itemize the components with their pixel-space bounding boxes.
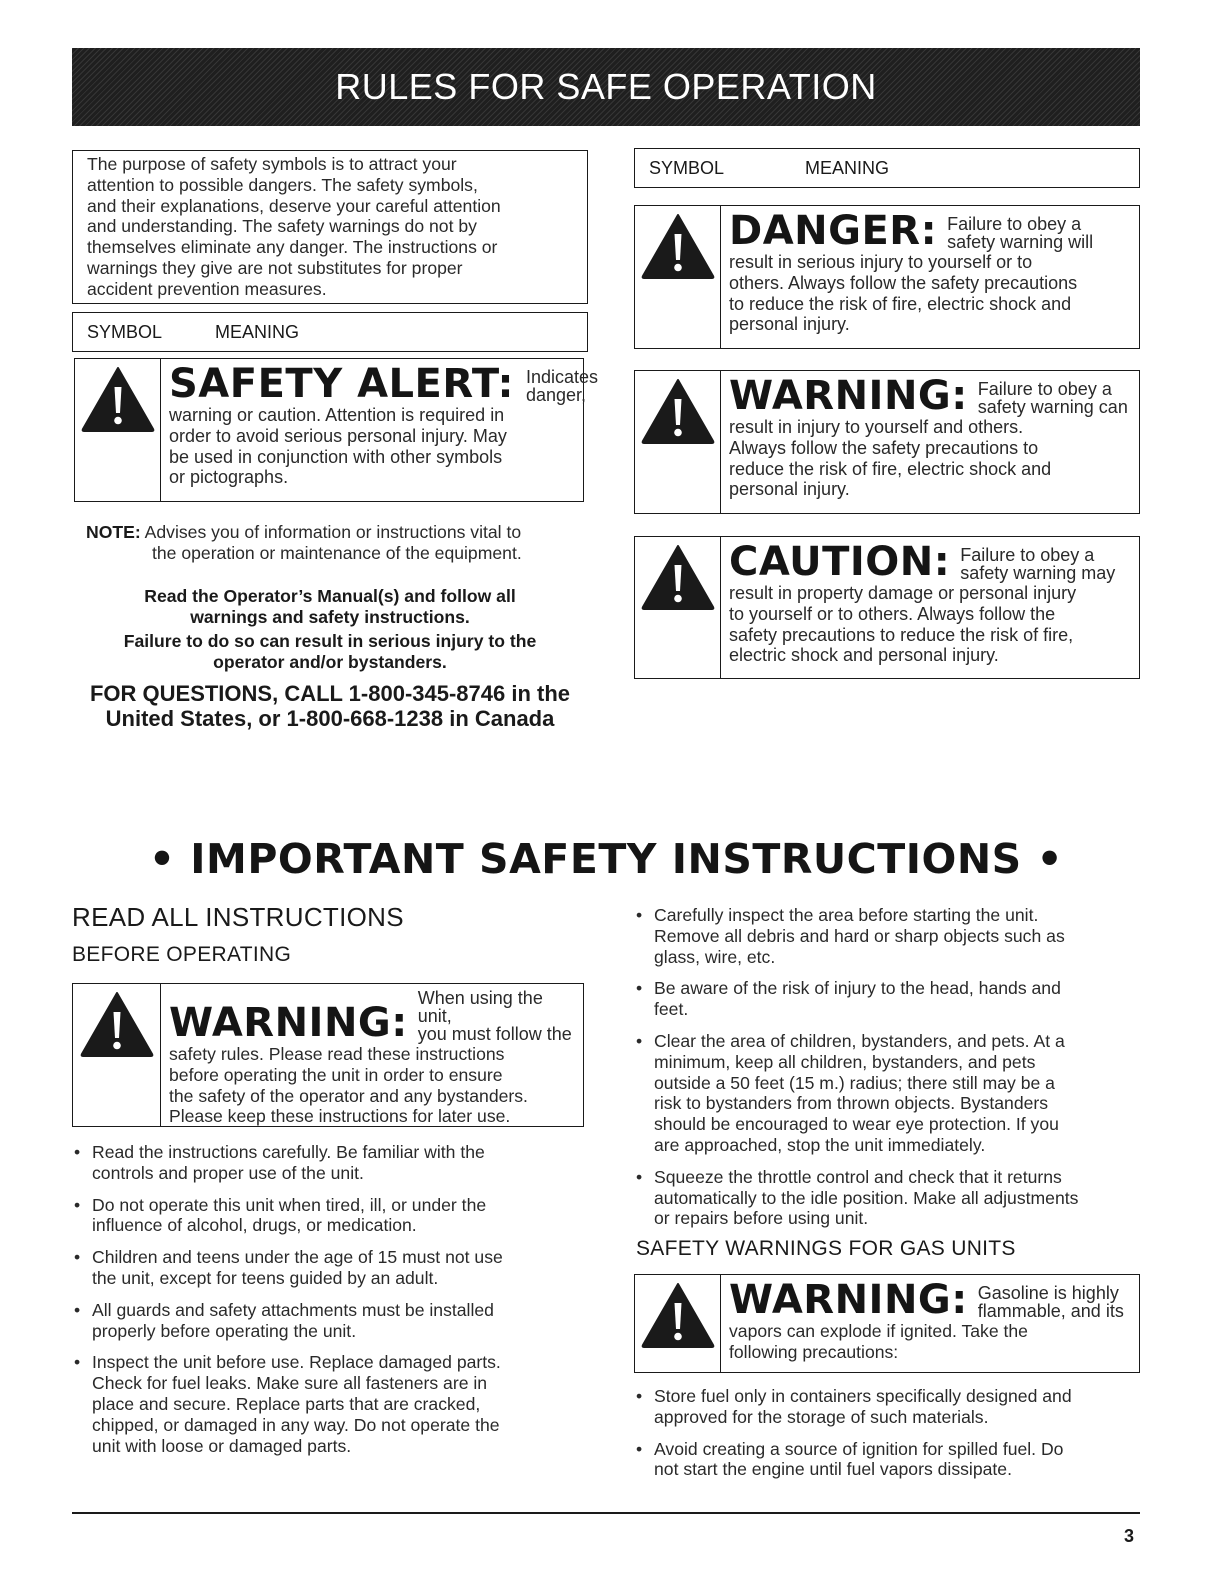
- footer-divider: [72, 1512, 1140, 1514]
- bullet: •: [636, 978, 643, 999]
- alert-line: result in property damage or personal injury: [729, 583, 1077, 603]
- bullet: •: [636, 1438, 643, 1459]
- danger-text: [721, 206, 1139, 348]
- alert-first-line: Failure to obey a: [947, 214, 1082, 234]
- page-number: 3: [1124, 1526, 1135, 1546]
- alert-first-line: Failure to obey a: [977, 379, 1112, 399]
- safety-alert-signal-word: SAFETY ALERT:: [169, 361, 514, 407]
- list-item-line: properly before operating the unit.: [92, 1320, 357, 1341]
- list-item: [634, 1031, 1154, 1156]
- failure-line: operator and/or bystanders.: [213, 652, 447, 672]
- list-item-line: unit with loose or damaged parts.: [92, 1435, 352, 1456]
- list-item-line: approved for the storage of such materials.: [654, 1406, 989, 1427]
- list-item: [72, 1352, 592, 1456]
- intro-line: warnings they give are not substitutes for proper: [87, 257, 463, 278]
- bullet: •: [636, 1166, 643, 1187]
- note-label: NOTE:: [86, 522, 141, 542]
- alert-first-line: flammable, and its: [977, 1301, 1124, 1321]
- alert-first-line: Gasoline is highly: [977, 1283, 1119, 1303]
- warning-triangle-icon: [640, 543, 716, 611]
- warning-triangle-icon: [640, 1281, 716, 1349]
- alert-line: result in serious injury to yourself or to: [729, 252, 1033, 272]
- danger-signal-word: DANGER:: [729, 208, 938, 254]
- list-item-line: Store fuel only in containers specifically designed and: [654, 1386, 1072, 1406]
- symbol-meaning-header-right: [634, 148, 1140, 188]
- list-item-line: Be aware of the risk of injury to the head, hands and: [654, 978, 1061, 999]
- alert-line: warning or caution. Attention is required in: [169, 405, 505, 425]
- list-item: [72, 1247, 592, 1289]
- banner-title: RULES FOR SAFE OPERATION: [335, 66, 877, 107]
- bullet: •: [74, 1299, 81, 1320]
- safety-alert-box: [74, 358, 599, 502]
- bullet: •: [74, 1352, 81, 1373]
- list-item-line: the unit, except for teens guided by an adult.: [92, 1267, 439, 1288]
- intro-paragraph: [72, 150, 588, 304]
- alert-line: to yourself or to others. Always follow the: [729, 603, 1056, 624]
- gas-warning-icon-cell: [635, 1275, 721, 1372]
- safety-alert-text: [161, 359, 604, 501]
- alert-line: personal injury.: [729, 479, 850, 500]
- list-item: [634, 978, 1154, 1020]
- gas-warning-signal-word: WARNING:: [729, 1277, 968, 1323]
- alert-line: following precautions:: [729, 1341, 899, 1362]
- list-item-line: feet.: [654, 999, 689, 1020]
- before-warning-text: [161, 984, 583, 1126]
- gas-warning-box: [634, 1274, 1140, 1373]
- safety-alert-first-lines: [514, 368, 598, 404]
- read-all-heading: READ ALL INSTRUCTIONS: [72, 902, 404, 932]
- left-instruction-list: [72, 1142, 592, 1467]
- list-item-line: influence of alcohol, drugs, or medication.: [92, 1215, 417, 1236]
- list-item-line: risk to bystanders from thrown objects. Bystanders: [654, 1093, 1049, 1114]
- list-item-line: Carefully inspect the area before starting the unit.: [654, 905, 1039, 925]
- bullet: •: [636, 1030, 643, 1051]
- list-item: [72, 1142, 592, 1184]
- alert-first-line: Failure to obey a: [960, 545, 1095, 565]
- list-item: [634, 1386, 1154, 1428]
- alert-line: Please keep these instructions for later use.: [169, 1106, 511, 1127]
- list-item-line: Do not operate this unit when tired, ill, or under the: [92, 1194, 487, 1215]
- list-item-line: Remove all debris and hard or sharp objects such as: [654, 925, 1065, 946]
- alert-first-line: safety warning can: [977, 397, 1128, 417]
- alert-line: to reduce the risk of fire, electric shock and: [729, 293, 1072, 314]
- danger-icon-cell: [635, 206, 721, 348]
- list-item-line: automatically to the idle position. Make all adjustments: [654, 1187, 1079, 1208]
- before-operating-heading: BEFORE OPERATING: [72, 943, 292, 966]
- intro-line: and their explanations, deserve your careful attention: [87, 195, 501, 216]
- alert-line: result in injury to yourself and others.: [729, 417, 1024, 437]
- gas-instruction-list: [634, 1386, 1154, 1491]
- bullet: •: [74, 1142, 81, 1162]
- list-item-line: Clear the area of children, bystanders, and pets. At a: [654, 1030, 1065, 1051]
- note-line: the operation or maintenance of the equipment.: [152, 543, 522, 563]
- alert-line: vapors can explode if ignited. Take the: [729, 1321, 1028, 1341]
- meaning-column-label: MEANING: [215, 321, 300, 342]
- warning-box: [634, 370, 1140, 514]
- meaning-column-label: MEANING: [805, 157, 890, 178]
- list-item-line: or repairs before using unit.: [654, 1208, 869, 1229]
- symbol-column-label: SYMBOL: [649, 157, 725, 178]
- list-item: [634, 905, 1154, 967]
- before-operating-warning-box: [72, 983, 584, 1127]
- questions-line: United States, or 1-800-668-1238 in Canada: [105, 706, 555, 731]
- warning-text: [721, 371, 1139, 513]
- intro-line: The purpose of safety symbols is to attract your: [87, 154, 457, 174]
- safety-alert-icon-cell: [75, 359, 161, 501]
- before-warning-first-lines: [408, 989, 577, 1043]
- symbol-column-label: SYMBOL: [87, 321, 163, 342]
- caution-signal-word: CAUTION:: [729, 539, 951, 585]
- danger-box: [634, 205, 1140, 349]
- list-item-line: place and secure. Replace parts that are cracked,: [92, 1393, 481, 1414]
- alert-first-line: When using the unit,: [417, 988, 543, 1026]
- before-warning-signal-word: WARNING:: [169, 1000, 408, 1046]
- list-item-line: glass, wire, etc.: [654, 946, 776, 967]
- intro-line: accident prevention measures.: [87, 278, 327, 299]
- alert-line: or pictographs.: [169, 467, 289, 488]
- list-item-line: outside a 50 feet (15 m.) radius; there still may be a: [654, 1072, 1055, 1093]
- list-item-line: Check for fuel leaks. Make sure all fasteners are in: [92, 1373, 488, 1394]
- before-warning-icon-cell: [73, 984, 161, 1126]
- bullet: •: [636, 905, 643, 925]
- warning-triangle-icon: [80, 365, 156, 433]
- alert-line: Always follow the safety precautions to: [729, 437, 1039, 458]
- gas-warning-text: [721, 1275, 1139, 1372]
- important-safety-title: • IMPORTANT SAFETY INSTRUCTIONS •: [148, 835, 1064, 883]
- alert-line: safety precautions to reduce the risk of fire,: [729, 624, 1074, 645]
- danger-first-lines: [937, 215, 1093, 251]
- failure-notice: [72, 631, 588, 673]
- alert-first-line: Indicates: [525, 367, 599, 387]
- warning-triangle-icon: [79, 990, 155, 1058]
- intro-line: and understanding. The safety warnings do not by: [87, 216, 477, 237]
- list-item-line: Inspect the unit before use. Replace damaged parts.: [92, 1352, 501, 1373]
- list-item-line: Squeeze the throttle control and check that it returns: [654, 1166, 1062, 1187]
- caution-box: [634, 536, 1140, 679]
- bullet: •: [74, 1194, 81, 1215]
- warning-icon-cell: [635, 371, 721, 513]
- note-line: Advises you of information or instructions vital to: [144, 522, 522, 542]
- list-item-line: controls and proper use of the unit.: [92, 1162, 364, 1183]
- alert-first-line: you must follow the: [417, 1024, 572, 1044]
- bullet: •: [74, 1247, 81, 1268]
- intro-line: themselves eliminate any danger. The instructions or: [87, 237, 498, 258]
- list-item-line: Avoid creating a source of ignition for spilled fuel. Do: [654, 1438, 1064, 1459]
- note-block: [72, 522, 588, 564]
- warning-triangle-icon: [640, 377, 716, 445]
- read-manual-line: warnings and safety instructions.: [190, 607, 470, 627]
- warning-first-lines: [968, 380, 1128, 416]
- warning-signal-word: WARNING:: [729, 373, 968, 419]
- read-manual-notice: [72, 586, 588, 628]
- list-item: [72, 1195, 592, 1237]
- list-item-line: are approached, stop the unit immediately.: [654, 1134, 986, 1155]
- alert-line: others. Always follow the safety precautions: [729, 272, 1078, 293]
- list-item-line: minimum, keep all children, bystanders, and pets: [654, 1051, 1036, 1072]
- symbol-meaning-header: [72, 312, 588, 352]
- list-item-line: should be encouraged to wear eye protection. If you: [654, 1114, 1059, 1135]
- alert-line: be used in conjunction with other symbols: [169, 446, 503, 467]
- section-banner: [72, 48, 1140, 126]
- bullet: •: [636, 1386, 643, 1406]
- alert-line: reduce the risk of fire, electric shock and: [729, 458, 1052, 479]
- warning-triangle-icon: [640, 212, 716, 280]
- list-item-line: Read the instructions carefully. Be familiar with the: [92, 1142, 485, 1162]
- questions-contact: [72, 681, 588, 731]
- right-instruction-list: [634, 905, 1154, 1240]
- alert-first-line: safety warning may: [960, 563, 1116, 583]
- read-manual-line: Read the Operator’s Manual(s) and follow all: [144, 586, 516, 606]
- list-item-line: Children and teens under the age of 15 must not use: [92, 1247, 503, 1268]
- failure-line: Failure to do so can result in serious injury to the: [123, 631, 537, 651]
- alert-line: safety rules. Please read these instructions: [169, 1044, 505, 1064]
- list-item-line: not start the engine until fuel vapors dissipate.: [654, 1459, 1012, 1480]
- alert-line: personal injury.: [729, 314, 850, 335]
- list-item-line: All guards and safety attachments must be installed: [92, 1299, 494, 1320]
- alert-first-line: danger,: [525, 385, 587, 405]
- alert-line: the safety of the operator and any bystanders.: [169, 1085, 528, 1106]
- questions-line: FOR QUESTIONS, CALL 1-800-345-8746 in the: [89, 681, 571, 706]
- caution-icon-cell: [635, 537, 721, 678]
- list-item: [634, 1439, 1154, 1481]
- list-item: [634, 1167, 1154, 1229]
- gas-units-heading: SAFETY WARNINGS FOR GAS UNITS: [636, 1237, 1016, 1260]
- caution-text: [721, 537, 1139, 678]
- gas-warning-first-lines: [968, 1284, 1124, 1320]
- caution-first-lines: [950, 546, 1115, 582]
- alert-line: before operating the unit in order to ensure: [169, 1064, 503, 1085]
- alert-first-line: safety warning will: [947, 232, 1094, 252]
- alert-line: electric shock and personal injury.: [729, 645, 999, 666]
- list-item-line: chipped, or damaged in any way. Do not operate the: [92, 1414, 500, 1435]
- alert-line: order to avoid serious personal injury. May: [169, 425, 507, 446]
- list-item: [72, 1300, 592, 1342]
- intro-line: attention to possible dangers. The safety symbols,: [87, 174, 478, 195]
